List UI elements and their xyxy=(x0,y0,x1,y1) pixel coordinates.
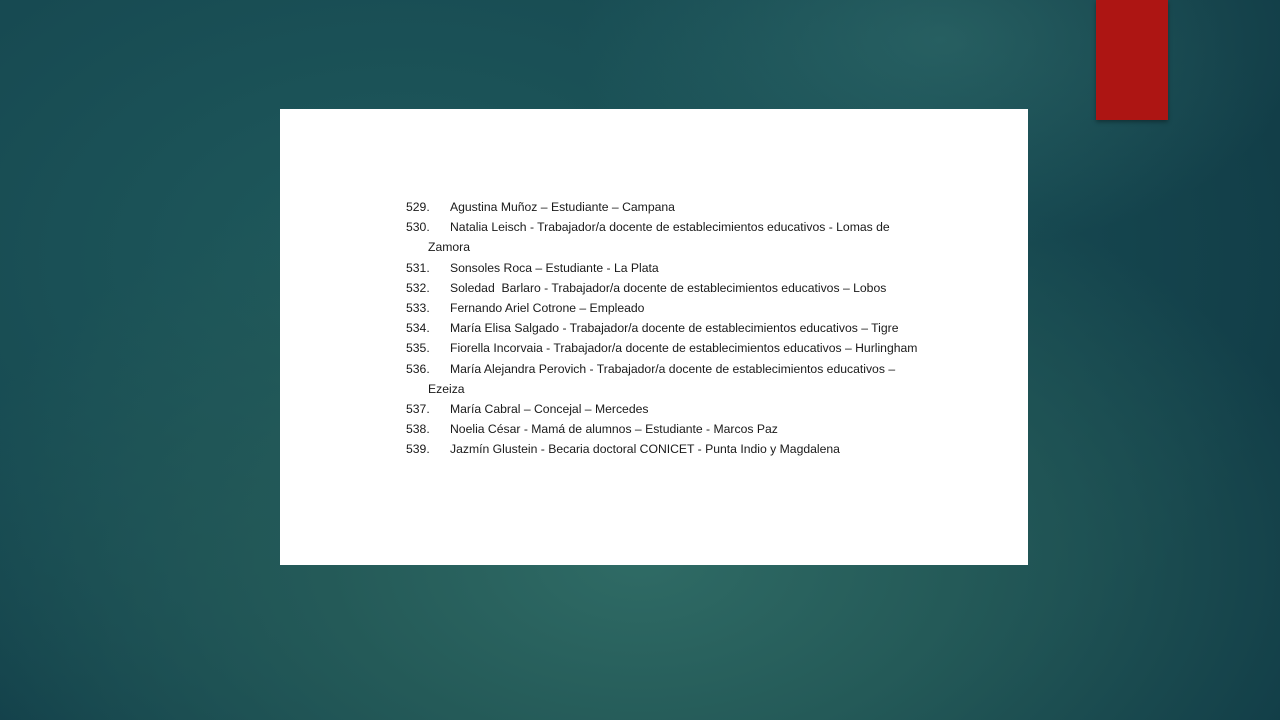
entry-text: Natalia Leisch - Trabajador/a docente de establecimientos educativos - Lomas de xyxy=(450,220,890,235)
entry-text: Noelia César - Mamá de alumnos – Estudiante - Marcos Paz xyxy=(450,422,778,437)
entry-number: 537. xyxy=(406,402,430,417)
list-item xyxy=(406,298,936,318)
signatory-list xyxy=(406,197,936,460)
entry-text: María Elisa Salgado - Trabajador/a docente de establecimientos educativos – Tigre xyxy=(450,321,899,336)
list-item xyxy=(406,419,936,439)
entry-number: 531. xyxy=(406,260,430,275)
entry-text: Fiorella Incorvaia - Trabajador/a docente de establecimientos educativos – Hurlingham xyxy=(450,341,918,356)
entry-continuation: Ezeiza xyxy=(428,381,465,396)
list-item xyxy=(406,338,936,358)
entry-text: Fernando Ariel Cotrone – Empleado xyxy=(450,301,645,316)
entry-number: 534. xyxy=(406,321,430,336)
list-item xyxy=(406,278,936,298)
entry-text: María Alejandra Perovich - Trabajador/a docente de establecimientos educativos – xyxy=(450,361,896,376)
entry-text: Jazmín Glustein - Becaria doctoral CONICET - Punta Indio y Magdalena xyxy=(450,442,840,457)
entry-text: Sonsoles Roca – Estudiante - La Plata xyxy=(450,260,659,275)
list-item xyxy=(406,318,936,338)
entry-text: Agustina Muñoz – Estudiante – Campana xyxy=(450,200,675,214)
entry-number: 532. xyxy=(406,280,430,295)
list-item xyxy=(406,399,936,419)
entry-number: 530. xyxy=(406,220,430,235)
list-item xyxy=(406,359,936,399)
entry-number: 539. xyxy=(406,442,430,457)
entry-number: 538. xyxy=(406,422,430,437)
red-accent-tab xyxy=(1096,0,1168,120)
document-image xyxy=(280,109,1028,565)
entry-number: 535. xyxy=(406,341,430,356)
entry-number: 529. xyxy=(406,200,430,214)
entry-continuation: Zamora xyxy=(428,240,470,255)
entry-text: Soledad Barlaro - Trabajador/a docente de establecimientos educativos – Lobos xyxy=(450,280,887,295)
list-item xyxy=(406,217,936,257)
list-item xyxy=(406,439,936,459)
list-item xyxy=(406,197,936,217)
entry-text: María Cabral – Concejal – Mercedes xyxy=(450,402,649,417)
list-item xyxy=(406,258,936,278)
entry-number: 533. xyxy=(406,301,430,316)
entry-number: 536. xyxy=(406,361,430,376)
